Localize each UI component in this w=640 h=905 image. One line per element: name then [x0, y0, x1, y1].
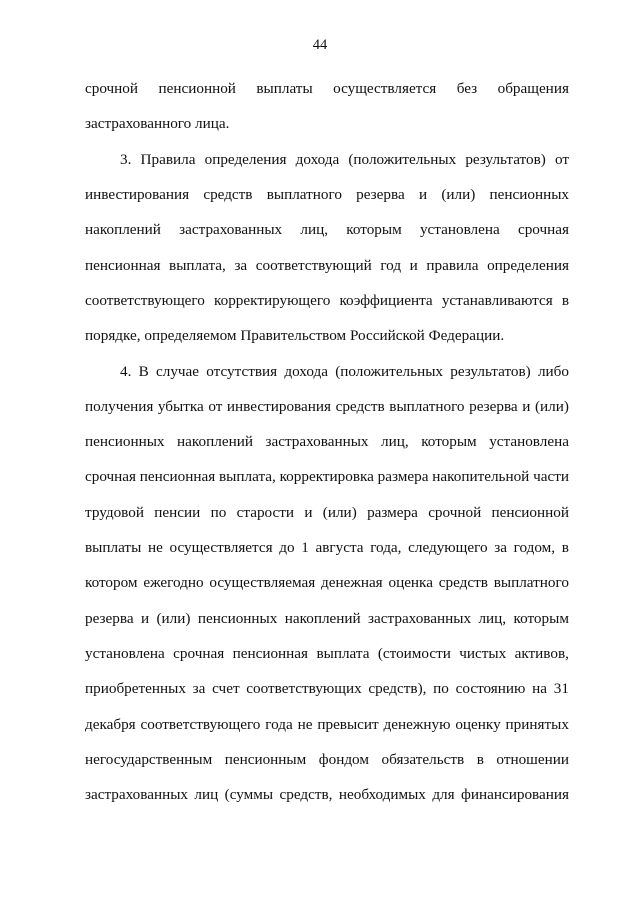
word: средств: [203, 186, 253, 203]
word: денежная: [320, 574, 383, 591]
word: денежную: [383, 716, 451, 733]
word: средств: [335, 398, 385, 415]
word: выплаты: [256, 80, 313, 97]
word: котором: [85, 574, 138, 591]
word: размера: [377, 468, 429, 485]
word: декабря: [85, 716, 136, 733]
text-line: [85, 467, 569, 487]
word: (или): [156, 610, 191, 627]
word: пенсионной: [491, 504, 569, 521]
word: августа: [315, 539, 364, 556]
word: необходимых: [338, 786, 426, 803]
word: которым: [346, 221, 402, 238]
word: результатов): [465, 151, 546, 168]
word: соответствующий: [255, 257, 372, 274]
word: оценку: [455, 716, 501, 733]
word: части: [533, 468, 569, 485]
word: случае: [156, 363, 200, 380]
text-line: застрахованного лица.: [85, 115, 230, 132]
word: и: [409, 257, 418, 274]
word: пенсионная: [85, 257, 161, 274]
word: выплата,: [219, 468, 276, 485]
word: и: [418, 186, 428, 203]
word: в: [476, 751, 484, 768]
word: пенсионная: [232, 645, 309, 662]
word: ежегодно: [143, 574, 204, 591]
word: лиц,: [381, 433, 409, 450]
word: пенсионных: [489, 186, 569, 203]
word: получения: [85, 398, 154, 415]
word: резерва: [469, 398, 518, 415]
word: пенсионных: [197, 610, 278, 627]
word: срочная: [173, 645, 225, 662]
text-line: [85, 397, 569, 417]
word: накоплений: [284, 610, 361, 627]
word: пенсии: [154, 504, 201, 521]
word: 31: [553, 680, 569, 697]
word: негосударственным: [85, 751, 213, 768]
word: года,: [370, 539, 402, 556]
word: которым: [421, 433, 477, 450]
word: срочная: [85, 468, 137, 485]
word: пенсионная: [139, 468, 216, 485]
word: срочной: [428, 504, 482, 521]
word: по: [433, 680, 449, 697]
word: средств,: [279, 786, 333, 803]
word: соответствующего: [85, 292, 205, 309]
word: правила: [426, 257, 479, 274]
word: срочной: [85, 80, 139, 97]
word: от: [208, 398, 223, 415]
word: выплаты: [85, 539, 142, 556]
text-line: [85, 185, 569, 205]
word: за: [192, 680, 206, 697]
word: (суммы: [224, 786, 274, 803]
text-line: [85, 750, 569, 770]
text-line: [85, 432, 569, 452]
word: и: [304, 504, 313, 521]
word: от: [554, 151, 569, 168]
word: старости: [236, 504, 295, 521]
word: обращения: [497, 80, 569, 97]
text-line: [85, 538, 569, 558]
word: по: [210, 504, 227, 521]
word: состоянию: [455, 680, 526, 697]
word: застрахованных: [85, 786, 189, 803]
paragraph-4-first-line: [120, 362, 569, 382]
word: инвестирования: [85, 186, 190, 203]
word: установлена: [419, 221, 500, 238]
word: осуществляемая: [209, 574, 316, 591]
word: год: [380, 257, 402, 274]
word: размера: [367, 504, 418, 521]
text-line: [85, 291, 569, 311]
word: застрахованных: [368, 610, 472, 627]
word: (или): [441, 186, 476, 203]
word: установлена: [489, 433, 569, 450]
text-line: [85, 785, 569, 805]
word: выплатного: [389, 398, 465, 415]
word: лиц: [194, 786, 219, 803]
word: за: [234, 257, 248, 274]
word: 1: [301, 539, 309, 556]
word: фондом: [318, 751, 369, 768]
word: выплатного: [493, 574, 569, 591]
word: 3.: [120, 151, 132, 168]
text-line: [85, 79, 569, 99]
word: дохода: [284, 363, 328, 380]
word: накоплений: [85, 221, 161, 238]
page-number: 44: [312, 37, 328, 53]
word: годом,: [513, 539, 556, 556]
word: лиц,: [478, 610, 507, 627]
word: средств: [438, 574, 488, 591]
word: пенсионной: [158, 80, 236, 97]
word: чистых: [459, 645, 507, 662]
text-line: [85, 220, 569, 240]
word: В: [138, 363, 149, 380]
word: отсутствия: [206, 363, 278, 380]
word: застрахованных: [265, 433, 369, 450]
word: определения: [487, 257, 569, 274]
word: соответствующих: [246, 680, 362, 697]
word: осуществляется: [169, 539, 273, 556]
word: за: [494, 539, 507, 556]
word: установлена: [85, 645, 165, 662]
word: застрахованных: [179, 221, 283, 238]
text-line: [85, 715, 569, 735]
word: (стоимости: [377, 645, 451, 662]
text-line: порядке, определяемом Правительством Российской Федерации.: [85, 327, 505, 344]
word: накоплений: [177, 433, 253, 450]
text-line: [85, 573, 569, 593]
word: срочная: [517, 221, 569, 238]
word: убытка: [157, 398, 204, 415]
word: оценка: [388, 574, 433, 591]
word: финансирования: [461, 786, 569, 803]
text-line: [85, 503, 569, 523]
word: трудовой: [85, 504, 144, 521]
word: корректировка: [279, 468, 374, 485]
word: соответствующего: [140, 716, 261, 733]
word: для: [432, 786, 455, 803]
word: лиц,: [300, 221, 329, 238]
word: на: [532, 680, 547, 697]
word: активов,: [514, 645, 569, 662]
word: в: [561, 292, 569, 309]
word: выплата: [316, 645, 370, 662]
word: коэффициента: [339, 292, 433, 309]
word: счет: [212, 680, 240, 697]
word: не: [297, 716, 313, 733]
word: отношении: [496, 751, 569, 768]
word: следующего: [408, 539, 488, 556]
word: результатов): [450, 363, 531, 380]
word: пенсионным: [224, 751, 307, 768]
word: либо: [537, 363, 569, 380]
word: выплата,: [169, 257, 226, 274]
word: без: [456, 80, 478, 97]
word: осуществляется: [333, 80, 437, 97]
word: года: [265, 716, 293, 733]
text-line: [85, 679, 569, 699]
word: которым: [513, 610, 569, 627]
text-line: [85, 644, 569, 664]
text-line: [85, 609, 569, 629]
word: и: [140, 610, 150, 627]
word: корректирующего: [214, 292, 331, 309]
word: устанавливаются: [441, 292, 553, 309]
word: накопительной: [432, 468, 530, 485]
word: резерва: [85, 610, 134, 627]
word: 4.: [120, 363, 132, 380]
word: (положительных: [348, 151, 457, 168]
word: (или): [322, 504, 357, 521]
text-line: [85, 256, 569, 276]
word: приобретенных: [85, 680, 186, 697]
word: в: [561, 539, 569, 556]
word: пенсионных: [85, 433, 165, 450]
paragraph-3-first-line: [120, 150, 569, 170]
word: Правила: [140, 151, 196, 168]
word: и: [522, 398, 531, 415]
word: до: [279, 539, 295, 556]
word: принятых: [505, 716, 569, 733]
word: выплатного: [266, 186, 342, 203]
word: (или): [534, 398, 569, 415]
word: резерва: [356, 186, 405, 203]
word: превысит: [317, 716, 379, 733]
word: не: [147, 539, 163, 556]
word: средств),: [368, 680, 427, 697]
word: обязательств: [381, 751, 465, 768]
word: определения: [204, 151, 287, 168]
word: инвестирования: [226, 398, 332, 415]
word: (положительных: [335, 363, 443, 380]
word: дохода: [295, 151, 340, 168]
